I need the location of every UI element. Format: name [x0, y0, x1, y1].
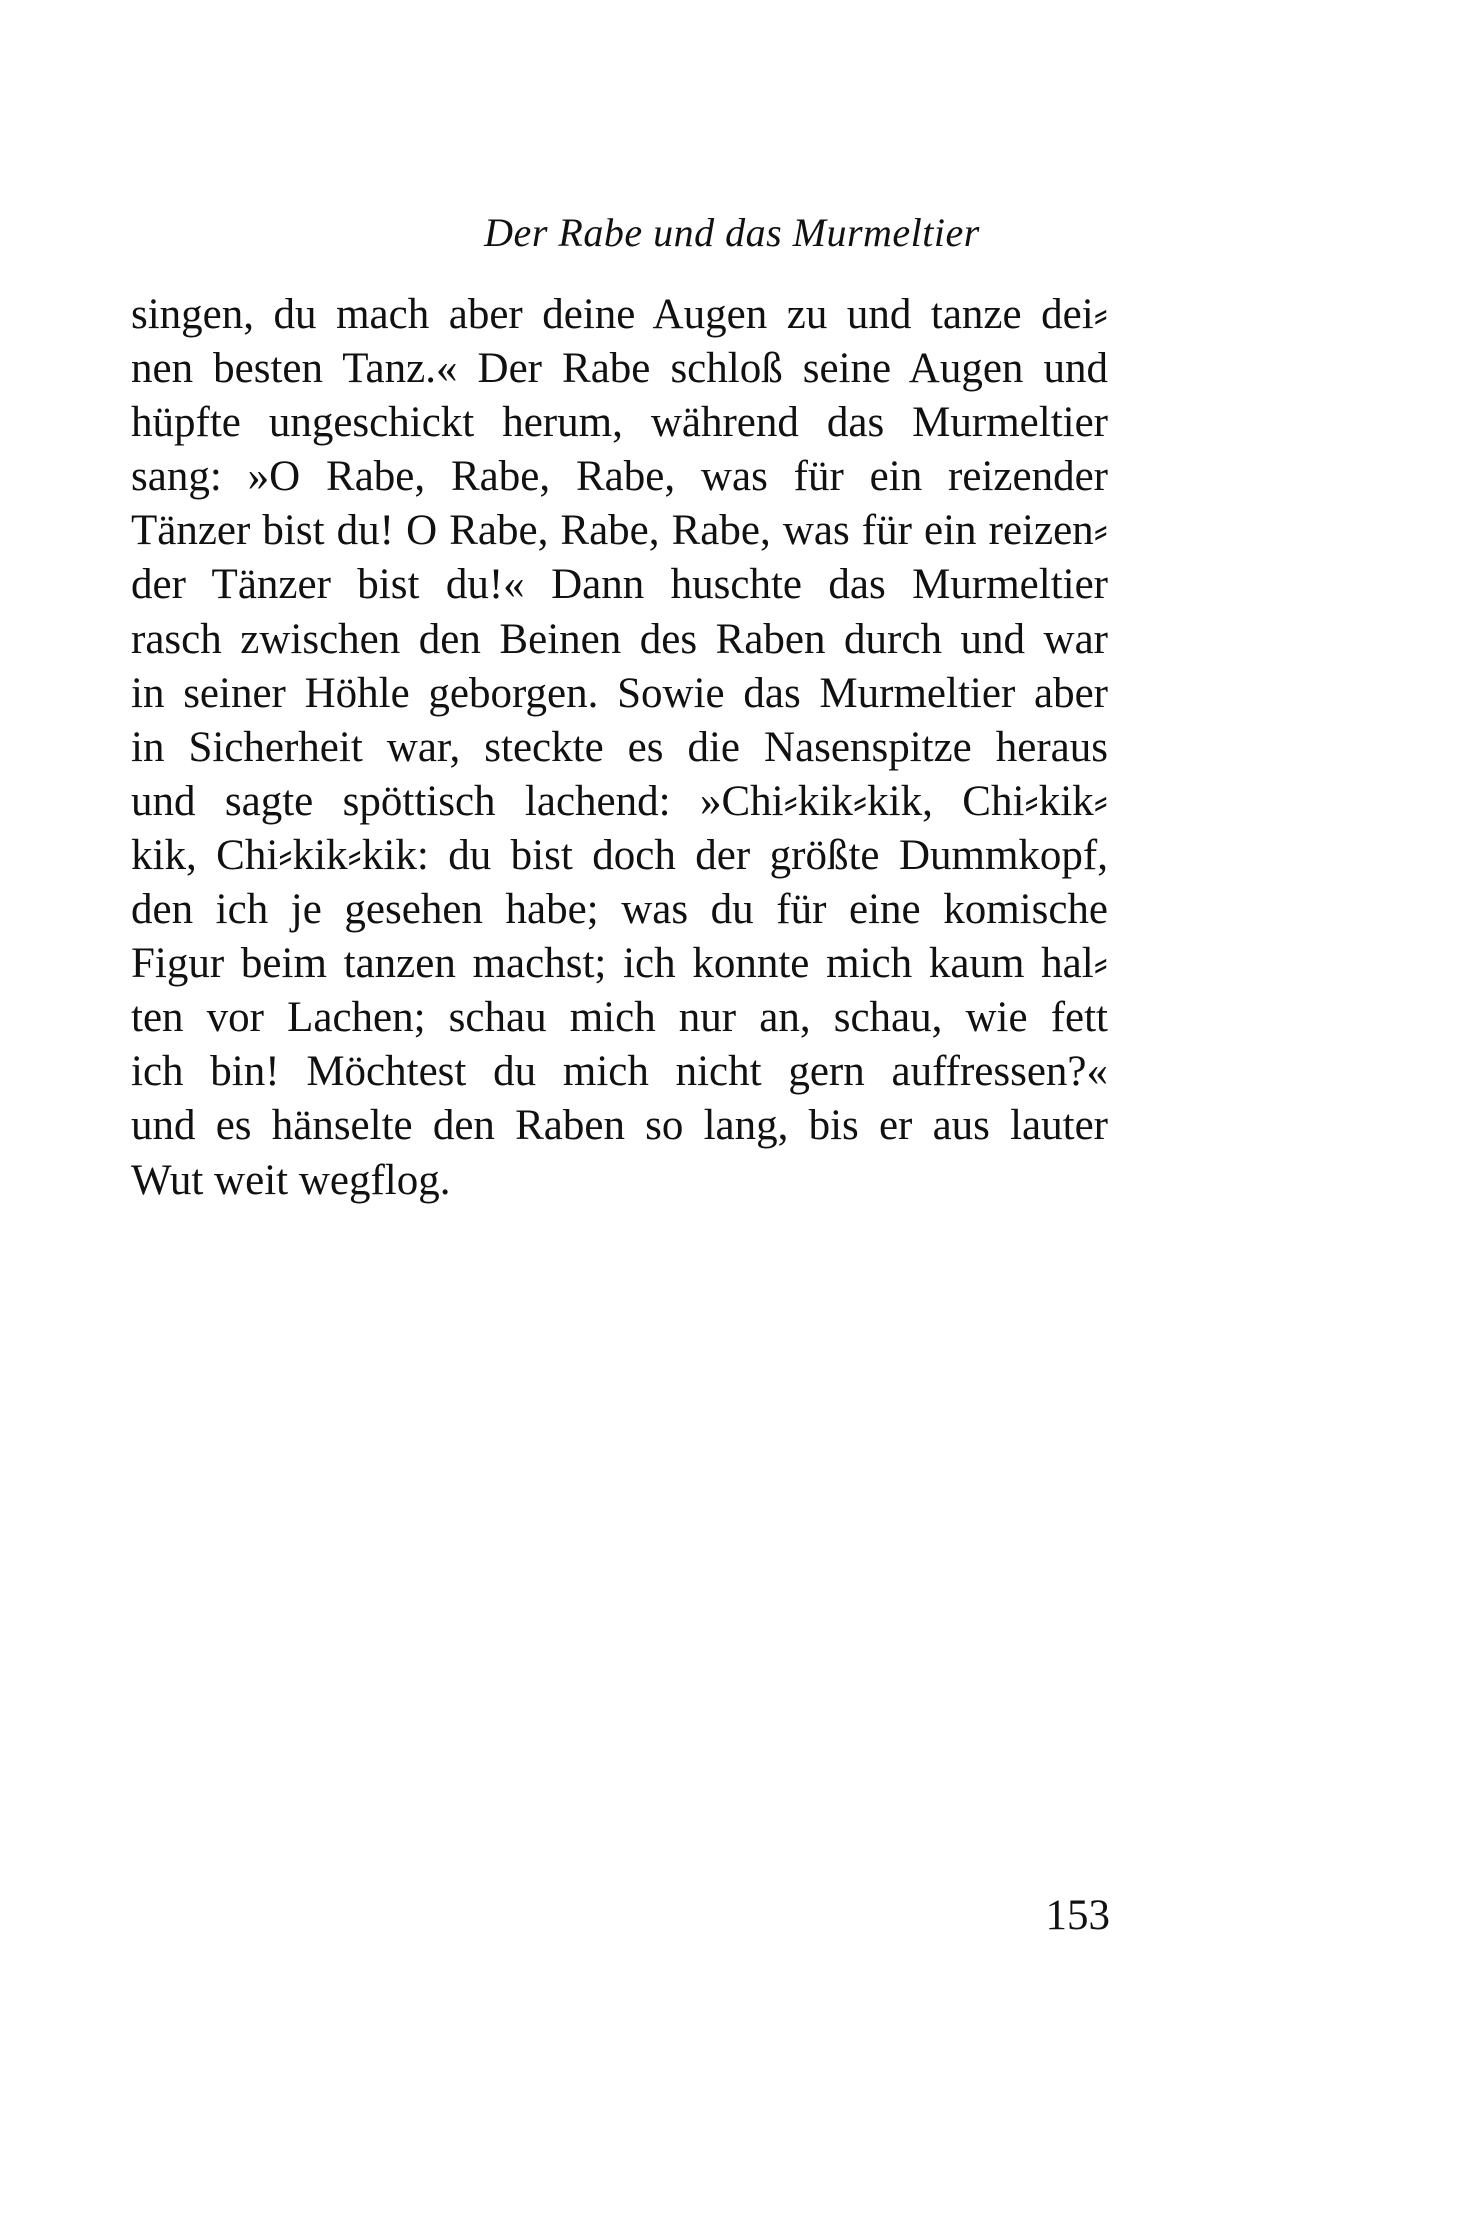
running-title: Der Rabe und das Murmeltier — [484, 210, 980, 255]
text-line-11: kik, Chi⸗kik⸗kik: du bist doch der größte Dummkopf, — [131, 831, 1108, 879]
body-text — [131, 288, 1108, 1208]
text-line-16: und es hänselte den Raben so lang, bis er aus lauter — [131, 1102, 1108, 1150]
text-line-7: rasch zwischen den Beinen des Raben durch und war — [131, 615, 1108, 663]
text-line-3: hüpfte ungeschickt herum, während das Murmeltier — [131, 399, 1108, 447]
text-line-17: Wut weit wegflog. — [131, 1156, 451, 1204]
page-number: 153 — [1045, 1892, 1110, 1939]
text-line-1: singen, du mach aber deine Augen zu und tanze dei⸗ — [131, 291, 1108, 338]
text-line-4: sang: »O Rabe, Rabe, Rabe, was für ein reizender — [131, 453, 1108, 501]
text-line-9: in Sicherheit war, steckte es die Nasenspitze heraus — [131, 723, 1108, 771]
text-line-6: der Tänzer bist du!« Dann huschte das Murmeltier — [131, 561, 1108, 609]
text-line-14: ten vor Lachen; schau mich nur an, schau, wie fett — [131, 994, 1108, 1042]
text-line-15: ich bin! Möchtest du mich nicht gern auffressen?« — [131, 1048, 1108, 1096]
text-line-2: nen besten Tanz.« Der Rabe schloß seine Augen und — [131, 345, 1108, 393]
text-line-12: den ich je gesehen habe; was du für eine komische — [131, 886, 1108, 934]
text-line-10: und sagte spöttisch lachend: »Chi⸗kik⸗kik, Chi⸗kik⸗ — [131, 777, 1108, 825]
text-line-13: Figur beim tanzen machst; ich konnte mich kaum hal⸗ — [131, 940, 1108, 988]
text-line-8: in seiner Höhle geborgen. Sowie das Murmeltier aber — [131, 669, 1108, 717]
text-line-5: Tänzer bist du! O Rabe, Rabe, Rabe, was für ein reizen⸗ — [131, 507, 1108, 555]
